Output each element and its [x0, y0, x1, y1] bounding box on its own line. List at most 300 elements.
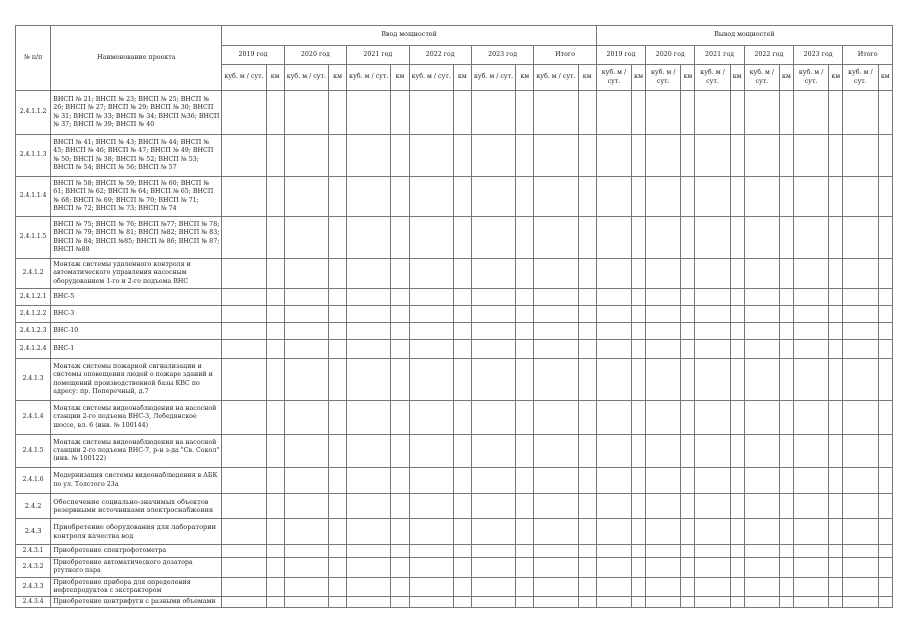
data-cell [878, 177, 892, 217]
unit-header: куб. м / сут. [471, 65, 515, 91]
data-cell [391, 401, 409, 435]
data-cell [516, 217, 534, 259]
data-cell [646, 558, 681, 578]
data-cell [409, 545, 453, 558]
data-cell [329, 401, 347, 435]
data-cell [779, 435, 793, 468]
row-number: 2.4.3.1 [16, 545, 51, 558]
data-cell [829, 217, 843, 259]
data-cell [578, 217, 596, 259]
data-cell [681, 323, 695, 340]
data-cell [347, 401, 391, 435]
data-cell [284, 577, 328, 597]
project-name: Обеспечение социально-значимых объектов резервными источниками электроснабжения [51, 494, 222, 519]
data-cell [471, 91, 515, 135]
project-name: ВНСП № 58; ВНСП № 59; ВНСП № 60; ВНСП № 61; ВНСП № 62; ВНСП № 64; ВНСП № 65; ВНСП № 68; ВНСП № 69; ВНСП № 70; ВНСП № 71; ВНСП № 72; ВНСП № 73; ВНСП № 74 [51, 177, 222, 217]
table-row [16, 135, 893, 177]
data-cell [596, 340, 631, 359]
data-cell [347, 289, 391, 306]
data-cell [596, 217, 631, 259]
data-cell [829, 323, 843, 340]
data-cell [646, 217, 681, 259]
data-cell [681, 401, 695, 435]
data-cell [794, 177, 829, 217]
data-cell [730, 558, 744, 578]
data-cell [695, 401, 730, 435]
data-cell [222, 359, 266, 401]
data-cell [391, 323, 409, 340]
data-cell [681, 468, 695, 494]
data-cell [878, 435, 892, 468]
data-cell [347, 468, 391, 494]
data-cell [391, 359, 409, 401]
data-cell [695, 519, 730, 545]
data-cell [730, 289, 744, 306]
data-cell [646, 468, 681, 494]
data-cell [266, 340, 284, 359]
data-cell [695, 468, 730, 494]
output-year-header: 2021 год [695, 46, 744, 65]
data-cell [516, 340, 534, 359]
data-cell [596, 91, 631, 135]
data-cell [578, 519, 596, 545]
header-row-1 [16, 26, 893, 46]
data-cell [843, 519, 878, 545]
data-cell [329, 545, 347, 558]
data-cell [596, 306, 631, 323]
data-cell [681, 217, 695, 259]
data-cell [794, 519, 829, 545]
data-cell [744, 217, 779, 259]
data-cell [878, 135, 892, 177]
data-cell [471, 577, 515, 597]
data-cell [516, 259, 534, 289]
unit-header: куб. м / сут. [843, 65, 878, 91]
data-cell [578, 91, 596, 135]
data-cell [794, 91, 829, 135]
data-cell [391, 577, 409, 597]
data-cell [744, 259, 779, 289]
data-cell [266, 306, 284, 323]
data-cell [329, 217, 347, 259]
data-cell [453, 259, 471, 289]
data-cell [222, 289, 266, 306]
data-cell [409, 91, 453, 135]
data-cell [578, 306, 596, 323]
data-cell [534, 91, 578, 135]
data-cell [284, 289, 328, 306]
data-cell [266, 217, 284, 259]
data-cell [646, 435, 681, 468]
data-cell [730, 435, 744, 468]
data-cell [744, 558, 779, 578]
data-cell [453, 289, 471, 306]
data-cell [284, 435, 328, 468]
row-number: 2.4.1.4 [16, 401, 51, 435]
data-cell [409, 177, 453, 217]
data-cell [222, 217, 266, 259]
output-year-header: 2019 год [596, 46, 645, 65]
data-cell [453, 494, 471, 519]
data-cell [843, 340, 878, 359]
data-cell [329, 494, 347, 519]
data-cell [730, 91, 744, 135]
input-year-header: 2022 год [409, 46, 471, 65]
data-cell [843, 306, 878, 323]
data-cell [534, 359, 578, 401]
project-name: ВНС-10 [51, 323, 222, 340]
project-name: ВНСП № 21; ВНСП № 23; ВНСП № 25; ВНСП № 26; ВНСП № 27; ВНСП № 29; ВНСП № 30; ВНСП № 31; ВНСП № 33; ВНСП № 34; ВНСП №36; ВНСП № 37; ВНСП № 39; ВНСП № 40 [51, 91, 222, 135]
unit-header: куб. м / сут. [646, 65, 681, 91]
data-cell [695, 217, 730, 259]
data-cell [730, 359, 744, 401]
data-cell [695, 545, 730, 558]
data-cell [409, 558, 453, 578]
project-name: ВНС-1 [51, 340, 222, 359]
data-cell [534, 306, 578, 323]
data-cell [578, 323, 596, 340]
data-cell [409, 519, 453, 545]
row-number: 2.4.3.2 [16, 558, 51, 578]
data-cell [347, 306, 391, 323]
num-column-header: № п/п [16, 26, 51, 91]
unit-header: куб. м / сут. [596, 65, 631, 91]
data-cell [453, 597, 471, 608]
data-cell [284, 177, 328, 217]
data-cell [632, 558, 646, 578]
data-cell [596, 177, 631, 217]
data-cell [794, 468, 829, 494]
data-cell [409, 577, 453, 597]
unit-header: км [681, 65, 695, 91]
data-cell [681, 558, 695, 578]
data-cell [843, 217, 878, 259]
data-cell [534, 401, 578, 435]
data-cell [453, 468, 471, 494]
table-row [16, 177, 893, 217]
data-cell [794, 259, 829, 289]
data-cell [534, 323, 578, 340]
data-cell [843, 577, 878, 597]
data-cell [409, 435, 453, 468]
capacity-table [15, 25, 893, 608]
data-cell [329, 177, 347, 217]
data-cell [632, 494, 646, 519]
data-cell [829, 545, 843, 558]
data-cell [329, 259, 347, 289]
table-row [16, 259, 893, 289]
data-cell [534, 177, 578, 217]
data-cell [409, 289, 453, 306]
unit-header: км [878, 65, 892, 91]
data-cell [534, 435, 578, 468]
data-cell [329, 597, 347, 608]
data-cell [284, 323, 328, 340]
output-year-header: 2023 год [794, 46, 843, 65]
project-name: ВНС-5 [51, 289, 222, 306]
data-cell [409, 323, 453, 340]
data-cell [266, 177, 284, 217]
data-cell [391, 177, 409, 217]
data-cell [222, 306, 266, 323]
data-cell [391, 135, 409, 177]
data-cell [409, 135, 453, 177]
unit-header: км [779, 65, 793, 91]
data-cell [391, 468, 409, 494]
data-cell [453, 135, 471, 177]
table-row [16, 401, 893, 435]
data-cell [391, 259, 409, 289]
unit-header: куб. м / сут. [284, 65, 328, 91]
input-year-header: 2020 год [284, 46, 346, 65]
data-cell [453, 306, 471, 323]
data-cell [471, 177, 515, 217]
data-cell [596, 259, 631, 289]
data-cell [596, 435, 631, 468]
data-cell [453, 558, 471, 578]
data-cell [878, 340, 892, 359]
data-cell [596, 545, 631, 558]
data-cell [878, 545, 892, 558]
unit-header: км [516, 65, 534, 91]
data-cell [632, 259, 646, 289]
project-name: Модернизация системы видеонаблюдения в АБК по ул. Толстого 23а [51, 468, 222, 494]
data-cell [681, 577, 695, 597]
data-cell [843, 558, 878, 578]
row-number: 2.4.1.1.4 [16, 177, 51, 217]
data-cell [534, 468, 578, 494]
data-cell [266, 91, 284, 135]
data-cell [843, 468, 878, 494]
data-cell [329, 558, 347, 578]
data-cell [578, 359, 596, 401]
data-cell [843, 597, 878, 608]
data-cell [516, 289, 534, 306]
output-year-header: 2022 год [744, 46, 793, 65]
table-row [16, 217, 893, 259]
project-name: Приобретение оборудования для лаборатории контроля качества вод [51, 519, 222, 545]
data-cell [681, 435, 695, 468]
data-cell [681, 306, 695, 323]
row-number: 2.4.1.2.4 [16, 340, 51, 359]
project-name: Монтаж системы видеонаблюдения на насосной станции 2-го подъема ВНС-3, Лебедянское шоссе, вл. 6 (инв. № 100144) [51, 401, 222, 435]
data-cell [578, 177, 596, 217]
data-cell [744, 177, 779, 217]
data-cell [843, 91, 878, 135]
table-row [16, 435, 893, 468]
data-cell [222, 177, 266, 217]
data-cell [632, 91, 646, 135]
data-cell [453, 545, 471, 558]
data-cell [453, 217, 471, 259]
data-cell [681, 545, 695, 558]
data-cell [284, 519, 328, 545]
data-cell [878, 217, 892, 259]
data-cell [534, 558, 578, 578]
data-cell [730, 494, 744, 519]
row-number: 2.4.3.4 [16, 597, 51, 608]
data-cell [534, 577, 578, 597]
data-cell [347, 259, 391, 289]
data-cell [516, 135, 534, 177]
table-row [16, 468, 893, 494]
data-cell [843, 135, 878, 177]
data-cell [266, 435, 284, 468]
data-cell [596, 323, 631, 340]
data-cell [730, 519, 744, 545]
data-cell [471, 558, 515, 578]
data-cell [744, 340, 779, 359]
data-cell [646, 401, 681, 435]
data-cell [829, 558, 843, 578]
data-cell [347, 545, 391, 558]
data-cell [471, 519, 515, 545]
data-cell [794, 558, 829, 578]
data-cell [779, 323, 793, 340]
data-cell [516, 435, 534, 468]
data-cell [695, 340, 730, 359]
data-cell [744, 135, 779, 177]
data-cell [779, 468, 793, 494]
data-cell [471, 289, 515, 306]
data-cell [266, 577, 284, 597]
unit-header: куб. м / сут. [794, 65, 829, 91]
data-cell [632, 577, 646, 597]
data-cell [779, 519, 793, 545]
data-cell [632, 217, 646, 259]
data-cell [347, 323, 391, 340]
data-cell [730, 217, 744, 259]
data-cell [695, 91, 730, 135]
row-number: 2.4.1.2 [16, 259, 51, 289]
data-cell [681, 597, 695, 608]
data-cell [681, 289, 695, 306]
data-cell [453, 323, 471, 340]
data-cell [730, 135, 744, 177]
row-number: 2.4.1.2.1 [16, 289, 51, 306]
data-cell [329, 468, 347, 494]
data-cell [596, 519, 631, 545]
project-name: ВНС-3 [51, 306, 222, 323]
data-cell [266, 545, 284, 558]
data-cell [222, 597, 266, 608]
data-cell [878, 359, 892, 401]
data-cell [578, 494, 596, 519]
data-cell [222, 494, 266, 519]
project-name: Приобретение прибора для определения нефтепродуктов с экстрактором [51, 577, 222, 597]
data-cell [843, 289, 878, 306]
data-cell [829, 340, 843, 359]
data-cell [516, 558, 534, 578]
data-cell [471, 494, 515, 519]
data-cell [695, 135, 730, 177]
data-cell [779, 306, 793, 323]
data-cell [779, 401, 793, 435]
data-cell [632, 401, 646, 435]
data-cell [730, 259, 744, 289]
data-cell [534, 545, 578, 558]
data-cell [222, 340, 266, 359]
data-cell [347, 359, 391, 401]
data-cell [632, 468, 646, 494]
data-cell [779, 217, 793, 259]
data-cell [284, 468, 328, 494]
data-cell [646, 289, 681, 306]
data-cell [329, 306, 347, 323]
data-cell [516, 177, 534, 217]
unit-header: км [829, 65, 843, 91]
data-cell [829, 494, 843, 519]
data-cell [596, 558, 631, 578]
data-cell [843, 177, 878, 217]
data-cell [409, 259, 453, 289]
data-cell [578, 289, 596, 306]
data-cell [829, 359, 843, 401]
data-cell [534, 597, 578, 608]
data-cell [266, 468, 284, 494]
data-cell [347, 217, 391, 259]
data-cell [453, 577, 471, 597]
data-cell [347, 340, 391, 359]
data-cell [329, 323, 347, 340]
data-cell [695, 597, 730, 608]
data-cell [829, 577, 843, 597]
data-cell [347, 91, 391, 135]
data-cell [222, 519, 266, 545]
data-cell [794, 597, 829, 608]
data-cell [646, 519, 681, 545]
data-cell [516, 494, 534, 519]
data-cell [284, 306, 328, 323]
data-cell [681, 519, 695, 545]
data-cell [284, 259, 328, 289]
data-cell [794, 340, 829, 359]
data-cell [794, 401, 829, 435]
data-cell [829, 519, 843, 545]
data-cell [391, 558, 409, 578]
output-total-header: Итого [843, 46, 893, 65]
data-cell [266, 259, 284, 289]
data-cell [578, 435, 596, 468]
table-row [16, 494, 893, 519]
data-cell [391, 545, 409, 558]
data-cell [695, 289, 730, 306]
output-group-header: Вывод мощностей [596, 26, 892, 46]
data-cell [794, 217, 829, 259]
table-row [16, 545, 893, 558]
data-cell [222, 401, 266, 435]
data-cell [878, 323, 892, 340]
data-cell [632, 435, 646, 468]
data-cell [471, 259, 515, 289]
data-cell [516, 577, 534, 597]
data-cell [843, 494, 878, 519]
data-cell [266, 519, 284, 545]
data-cell [391, 597, 409, 608]
input-total-header: Итого [534, 46, 597, 65]
data-cell [646, 323, 681, 340]
row-number: 2.4.1.3 [16, 359, 51, 401]
data-cell [744, 323, 779, 340]
data-cell [779, 259, 793, 289]
data-cell [632, 323, 646, 340]
data-cell [284, 401, 328, 435]
data-cell [730, 177, 744, 217]
data-cell [391, 217, 409, 259]
data-cell [794, 323, 829, 340]
name-column-header: Наименование проекта [51, 26, 222, 91]
data-cell [516, 545, 534, 558]
